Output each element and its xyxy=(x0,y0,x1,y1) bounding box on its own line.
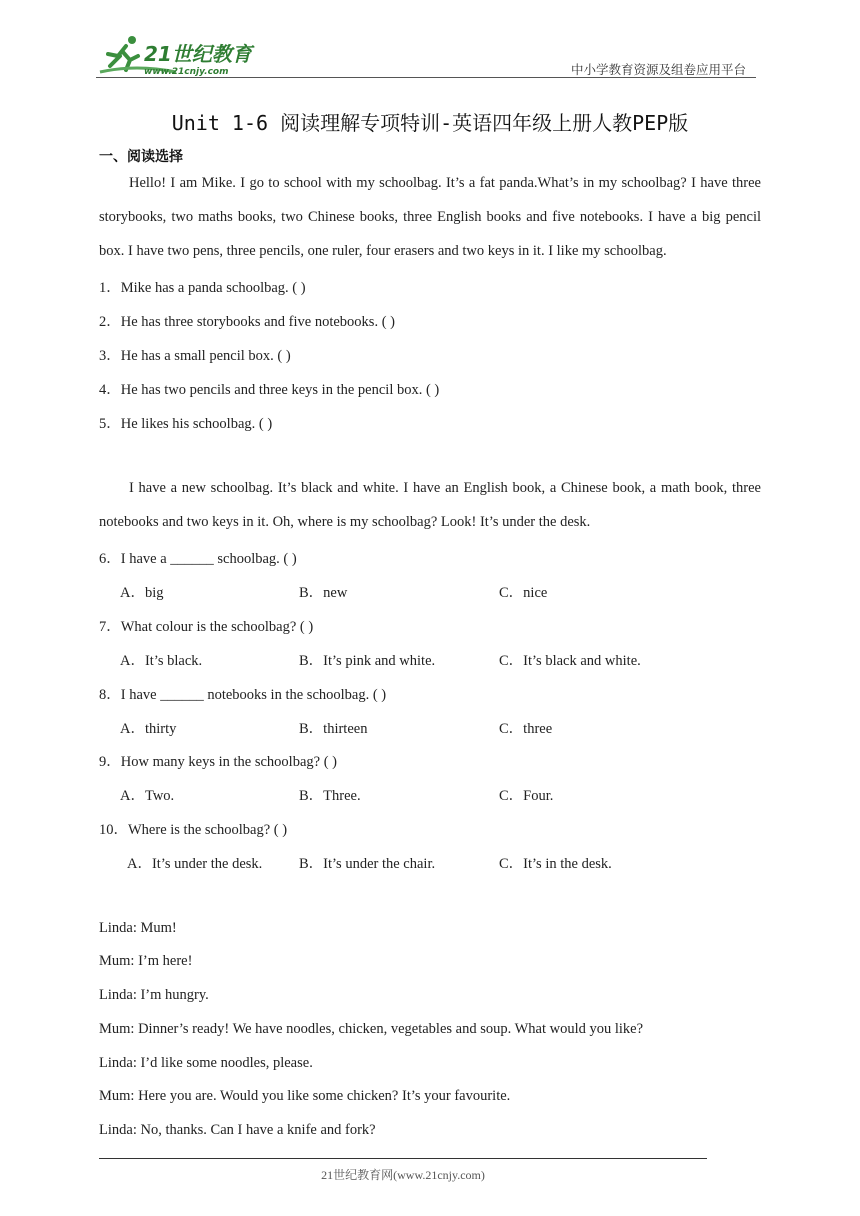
dialogue-line-4: Mum: Dinner’s ready! We have noodles, chicken, vegetables and soup. What would you like? xyxy=(99,1021,644,1037)
header-divider xyxy=(96,77,756,78)
dialogue-line-3: Linda: I’m hungry. xyxy=(99,987,209,1003)
dialogue-line-5: Linda: I’d like some noodles, please. xyxy=(99,1055,313,1071)
question-9: 9．How many keys in the schoolbag? ( ) xyxy=(99,754,337,770)
question-6-option-b: B．new xyxy=(299,585,348,601)
footer-text[interactable]: 21世纪教育网(www.21cnjy.com) xyxy=(321,1168,485,1182)
question-6-option-a: A．big xyxy=(120,585,164,601)
question-8-option-b: B．thirteen xyxy=(299,721,368,737)
passage-2: I have a new schoolbag. It’s black and white. I have an English book, a Chinese book, a math book, three notebooks and two keys in it. Oh, where is my schoolbag? Look! It’s under the desk. xyxy=(99,480,761,530)
question-7-option-a: A．It’s black. xyxy=(120,653,203,669)
question-5: 5．He likes his schoolbag. ( ) xyxy=(99,416,273,432)
page-title: Unit 1-6 阅读理解专项特训-英语四年级上册人教PEP版 xyxy=(171,111,689,135)
site-logo xyxy=(96,34,266,78)
question-1: 1．Mike has a panda schoolbag. ( ) xyxy=(99,280,306,296)
passage-1: Hello! I am Mike. I go to school with my schoolbag. It’s a fat panda.What’s in my schoolbag? I have three storybooks, two maths books, two Chinese books, three English books and five notebooks. I have a big pencil box. I have two pens, three pencils, one ruler, four erasers and two keys in it. I like my schoolbag. xyxy=(99,175,761,259)
question-8: 8．I have ______ notebooks in the schoolbag. ( ) xyxy=(99,687,387,703)
question-7-option-b: B．It’s pink and white. xyxy=(299,653,436,669)
dialogue-line-2: Mum: I’m here! xyxy=(99,953,193,969)
question-10: 10．Where is the schoolbag? ( ) xyxy=(99,822,288,838)
dialogue-line-1: Linda: Mum! xyxy=(99,920,177,936)
question-7-option-c: C．It’s black and white. xyxy=(499,653,641,669)
question-4: 4．He has two pencils and three keys in the pencil box. ( ) xyxy=(99,382,440,398)
dialogue-line-7: Linda: No, thanks. Can I have a knife and fork? xyxy=(99,1122,376,1138)
question-10-option-b: B．It’s under the chair. xyxy=(299,856,436,872)
logo-text: 21世纪教育 xyxy=(144,42,252,66)
question-10-option-c: C．It’s in the desk. xyxy=(499,856,612,872)
question-10-option-a: A．It’s under the desk. xyxy=(127,856,263,872)
question-7: 7．What colour is the schoolbag? ( ) xyxy=(99,619,314,635)
logo-url: www.21cnjy.com xyxy=(144,67,229,77)
footer-divider xyxy=(99,1158,707,1159)
question-3: 3．He has a small pencil box. ( ) xyxy=(99,348,291,364)
question-9-option-a: A．Two. xyxy=(120,788,175,804)
question-9-option-b: B．Three. xyxy=(299,788,361,804)
dialogue-line-6: Mum: Here you are. Would you like some chicken? It’s your favourite. xyxy=(99,1088,511,1104)
question-6: 6．I have a ______ schoolbag. ( ) xyxy=(99,551,297,567)
header-platform-text: 中小学教育资源及组卷应用平台 xyxy=(571,63,747,77)
question-8-option-a: A．thirty xyxy=(120,721,177,737)
question-2: 2．He has three storybooks and five notebooks. ( ) xyxy=(99,314,395,330)
section-title: 一、阅读选择 xyxy=(99,150,183,165)
question-8-option-c: C．three xyxy=(499,721,553,737)
question-9-option-c: C．Four. xyxy=(499,788,554,804)
question-6-option-c: C．nice xyxy=(499,585,548,601)
